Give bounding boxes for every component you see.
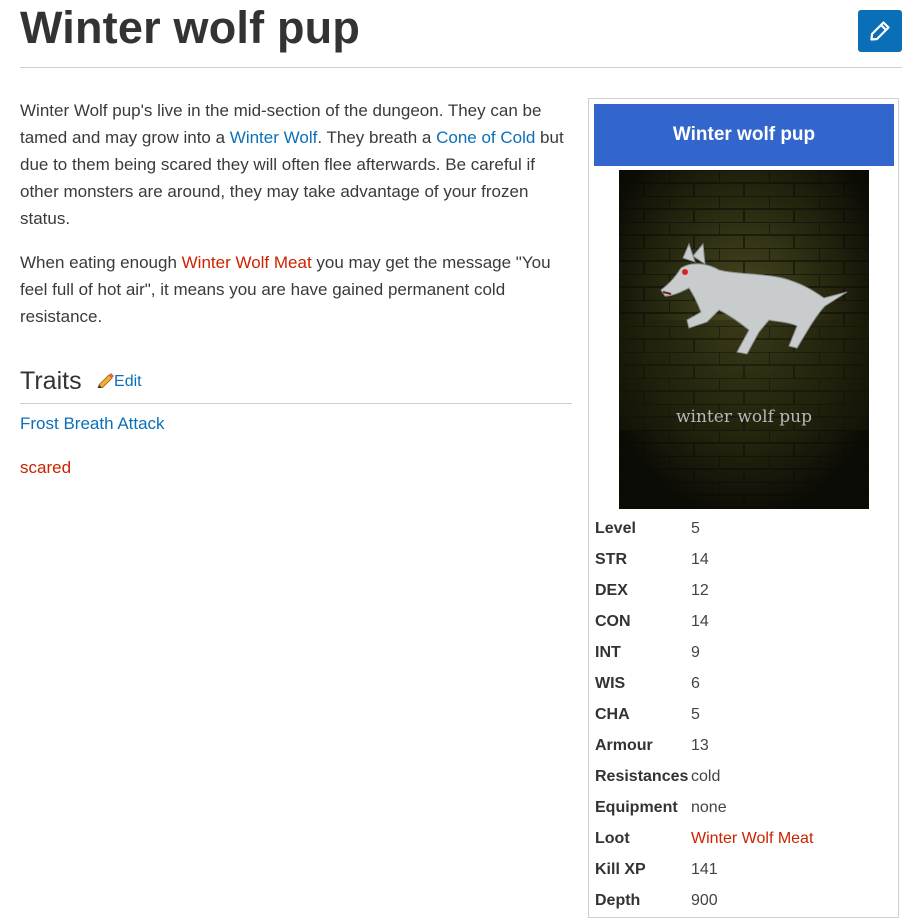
infobox [588,98,899,918]
infobox-title: Winter wolf pup [594,104,894,166]
stat-row [595,730,813,761]
image-caption: winter wolf pup [676,407,812,427]
intro-text: When eating enough [20,253,182,272]
stat-label: Loot [595,829,630,847]
stat-row [595,885,813,916]
stats-table [595,513,813,916]
stat-value: 13 [691,736,709,754]
winter-wolf-link[interactable]: Winter Wolf [229,128,318,147]
stat-value: 5 [691,519,700,537]
traits-edit-link[interactable] [96,373,142,390]
intro-text: you may get the message "You feel full of hot air", it means you are have gained permanent cold resistance. [20,253,551,326]
winter-wolf-meat-link[interactable]: Winter Wolf Meat [181,253,312,272]
stat-label: Level [595,519,636,537]
edit-page-button[interactable] [858,10,902,52]
stat-row [595,668,813,699]
intro-paragraph-1 [20,97,572,232]
intro-text: Winter Wolf pup's live in the mid-section of the dungeon. They can be tamed and may grow into a [20,101,542,147]
stat-value: 9 [691,643,700,661]
header-divider [20,67,902,68]
intro-text: but due to them being scared they will often flee afterwards. Be careful if other monsters are around, they may take advantage of your frozen status. [20,128,564,228]
intro-paragraph-2 [20,249,572,330]
stat-label: STR [595,550,627,568]
traits-section-heading [20,367,572,404]
stat-row [595,606,813,637]
intro-text: . They breath a [317,128,437,147]
stat-value: 900 [691,891,718,909]
stat-label: Resistances [595,767,689,785]
stat-row [595,544,813,575]
page-title: Winter wolf pup [20,2,361,53]
stat-label: Armour [595,736,653,754]
stat-row [595,637,813,668]
stat-value: 14 [691,550,709,568]
stat-value: 141 [691,860,718,878]
stat-label: Kill XP [595,860,646,878]
pencil-icon [868,19,892,43]
stat-row [595,761,813,792]
stat-value: none [691,798,727,816]
monster-image[interactable] [619,170,869,509]
stat-value: 5 [691,705,700,723]
traits-heading: Traits [20,367,82,395]
stat-row [595,792,813,823]
stat-value: 14 [691,612,709,630]
stat-value: 12 [691,581,709,599]
stat-label: Equipment [595,798,678,816]
stat-value: cold [691,767,721,785]
stat-label: INT [595,643,621,661]
trait-frost-breath-attack-link[interactable]: Frost Breath Attack [20,414,165,433]
stat-value: 6 [691,674,700,692]
traits-edit-label[interactable]: Edit [114,372,142,390]
stat-row [595,823,813,854]
stat-label: CHA [595,705,630,723]
stat-label: DEX [595,581,628,599]
stat-label: CON [595,612,631,630]
trait-scared-link[interactable]: scared [20,458,72,477]
stat-label: Depth [595,891,641,909]
stat-row [595,699,813,730]
stat-row [595,513,813,544]
stat-row [595,575,813,606]
pencil-icon [96,372,114,388]
cone-of-cold-link[interactable]: Cone of Cold [436,128,536,147]
loot-winter-wolf-meat-link[interactable]: Winter Wolf Meat [691,829,814,847]
stat-label: WIS [595,674,626,692]
stat-row [595,854,813,885]
